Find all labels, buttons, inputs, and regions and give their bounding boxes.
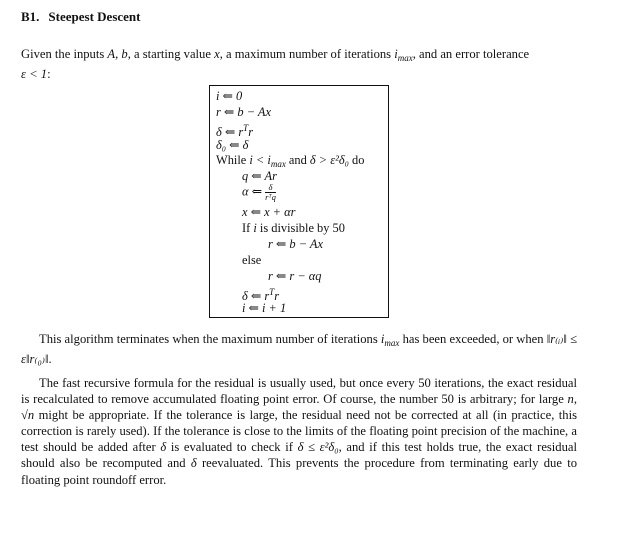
math-A: A <box>107 47 116 61</box>
fraction-denominator: rᵀq <box>265 192 276 202</box>
algo-line-10: r ⇐ b − Ax <box>268 237 323 251</box>
para-text: . <box>48 352 52 367</box>
algo-line-3 <box>216 121 253 139</box>
math-x: x <box>214 47 220 61</box>
math-epsilon-condition: ε < 1 <box>21 67 48 81</box>
section-title: Steepest Descent <box>48 9 141 24</box>
para-text: has been exceeded, or when <box>399 332 547 346</box>
algo-superscript: T <box>269 287 275 297</box>
intro-text: : <box>47 67 51 81</box>
algo-superscript: T <box>243 123 249 133</box>
algo-math: δ > ε²δ₀ <box>309 153 349 167</box>
algo-keyword: do <box>348 153 365 167</box>
intro-paragraph <box>21 46 581 82</box>
algo-line-1: i ⇐ 0 <box>216 89 243 103</box>
algo-line-2: r ⇐ b − Ax <box>216 105 271 119</box>
para-text: might be appropriate. If the tolerance is large, the residual need not be corrected at all (in practice, this correction is rarely used). If the tolerance is close to the limits of the floating point precision of the machine, a test should be added after <box>21 408 577 455</box>
residual-paragraph <box>21 375 577 488</box>
algo-line-7 <box>242 183 276 202</box>
algo-text: δ ⇐ r <box>216 125 244 139</box>
para-text: , and if this test holds true, the exact residual should also be recomputed and <box>21 440 577 471</box>
math-norm-condition: ‖r₍ᵢ₎‖ ≤ ε‖r₍₀₎‖ <box>21 332 577 367</box>
algo-subscript: max <box>270 159 286 169</box>
algo-text: r <box>274 289 280 303</box>
section-heading <box>21 9 140 25</box>
math-subscript-max: max <box>384 338 400 348</box>
intro-text: , <box>115 47 122 61</box>
algo-fraction <box>265 183 276 202</box>
algo-line-14: i ⇐ i + 1 <box>242 301 287 315</box>
math-b: b <box>121 47 128 61</box>
algorithm-box <box>209 85 389 318</box>
para-text: reevaluated. This prevents the procedure from terminating early due to floating point roundoff error. <box>21 456 578 487</box>
intro-text: , a starting value <box>127 47 215 61</box>
math-delta-condition: δ ≤ ε²δ₀ <box>297 440 339 455</box>
algo-line-12: r ⇐ r − αq <box>268 269 322 283</box>
algo-keyword: If <box>242 221 254 235</box>
section-number: B1. <box>21 9 40 24</box>
math-subscript-max: max <box>397 53 413 63</box>
para-text: The fast recursive formula for the residual is usually used, but once every 50 iterations, the exact residual is recalculated to remove accumulated floating point error. Of course, the number 50 is arbitrary; for large <box>21 376 577 407</box>
algo-keyword: and <box>285 153 310 167</box>
algo-math: i < i <box>249 153 271 167</box>
math-i: i <box>394 47 398 61</box>
math-n: n <box>567 392 574 407</box>
algo-line-9 <box>242 221 345 235</box>
math-delta: δ <box>160 440 167 455</box>
math-i: i <box>380 332 385 346</box>
algo-math: α ⇐ <box>242 184 266 199</box>
algo-keyword: While <box>216 153 250 167</box>
intro-text: , and an error tolerance <box>412 47 530 61</box>
math-delta: δ <box>190 456 197 471</box>
algo-keyword: is divisible by 50 <box>256 221 345 235</box>
algo-text: r <box>248 125 254 139</box>
intro-text: , a maximum number of iterations <box>219 47 395 61</box>
algo-line-4: δ₀ ⇐ δ <box>216 138 249 152</box>
para-text: is evaluated to check if <box>166 440 298 455</box>
algo-line-8: x ⇐ x + αr <box>242 205 296 219</box>
math-sqrt-n: √n <box>21 408 35 423</box>
fraction-numerator: δ <box>265 183 276 193</box>
algo-line-6: q ⇐ Ar <box>242 169 277 183</box>
algo-text: δ ⇐ r <box>242 289 270 303</box>
algo-line-11: else <box>242 253 262 267</box>
algo-line-5 <box>216 153 364 171</box>
algo-math: i <box>253 221 257 235</box>
para-text: This algorithm terminates when the maximum number of iterations <box>39 332 381 346</box>
termination-paragraph <box>21 331 577 367</box>
para-text: , <box>573 392 577 407</box>
intro-text: Given the inputs <box>21 47 108 61</box>
